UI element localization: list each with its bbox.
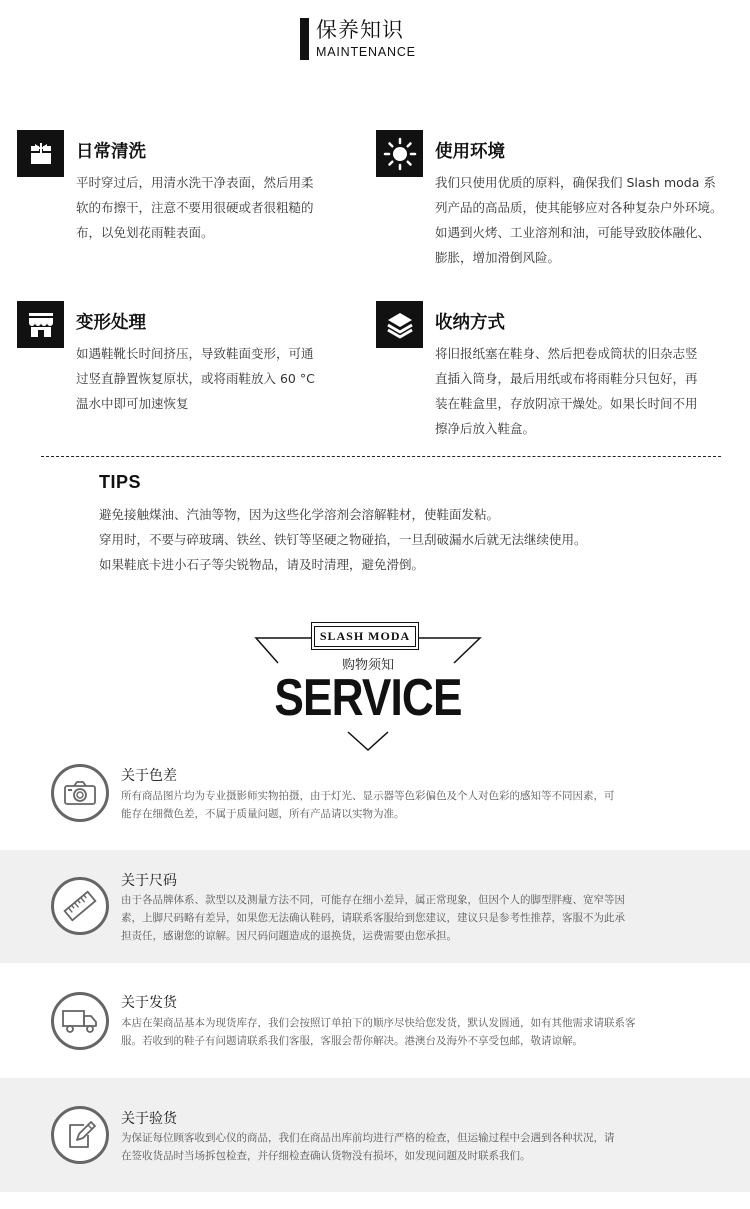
service-item-color xyxy=(0,755,750,845)
service-subtitle: 购物须知 xyxy=(341,658,394,673)
care-line: 擦净后放入鞋盒。 xyxy=(435,421,536,436)
tips-list xyxy=(99,502,587,577)
service-title: SERVICE xyxy=(274,669,462,727)
service-line: 在签收货品时当场拆包检查，并仔细检查确认货物没有损坏，如发现问题及时联系我们。 xyxy=(121,1150,531,1162)
service-line: 担责任，感谢您的谅解。因尺码问题造成的退换货，运费需要由您承担。 xyxy=(121,930,457,942)
section-header xyxy=(300,18,416,60)
care-line: 如遇鞋靴长时间挤压，导致鞋面变形，可通 xyxy=(76,346,314,361)
tip-line: 穿用时，不要与碎玻璃、铁丝、铁钉等坚硬之物碰掐，一旦刮破漏水后就无法继续使用。 xyxy=(99,532,587,547)
service-line: 由于各品牌体系、款型以及测量方法不同，可能存在细小差异，属正常现象，但因个人的脚型胖瘦、宽窄等因 xyxy=(121,894,625,906)
care-title: 日常清洗 xyxy=(76,142,146,162)
tip-line: 如果鞋底卡进小石子等尖锐物品，请及时清理，避免滑倒。 xyxy=(99,557,425,572)
care-description xyxy=(76,341,315,416)
care-line: 软的布擦干，注意不要用很硬或者很粗糙的 xyxy=(76,200,314,215)
service-item-title: 关于验货 xyxy=(121,1111,177,1127)
care-title: 变形处理 xyxy=(76,313,146,333)
service-item-description xyxy=(121,787,706,823)
service-emblem xyxy=(254,620,482,752)
service-item-description xyxy=(121,891,706,945)
care-line: 将旧报纸塞在鞋身、然后把卷成筒状的旧杂志竖 xyxy=(435,346,698,361)
store-icon xyxy=(17,301,64,348)
service-item-title: 关于色差 xyxy=(121,768,177,784)
brand-logo-box xyxy=(311,622,419,650)
service-item-title: 关于尺码 xyxy=(121,873,177,889)
edit-icon xyxy=(51,1106,109,1164)
service-line: 服。若收到的鞋子有问题请联系我们客服，客服会帮你解决。港澳台及海外不享受包邮，敬请谅解。 xyxy=(121,1035,583,1047)
brand-name: SLASH MODA xyxy=(314,626,416,647)
service-item-description xyxy=(121,1014,706,1050)
header-text xyxy=(316,18,416,60)
tip-line: 避免接触煤油、汽油等物，因为这些化学溶剂会溶解鞋材，使鞋面发粘。 xyxy=(99,507,500,522)
care-line: 如遇到火烤、工业溶剂和油，可能导致胶体融化、 xyxy=(435,225,711,240)
layers-icon xyxy=(376,301,423,348)
header-accent-bar xyxy=(300,18,309,60)
care-line: 平时穿过后，用清水洗干净表面，然后用柔 xyxy=(76,175,314,190)
care-title: 使用环境 xyxy=(435,142,505,162)
service-line: 能存在细微色差，不属于质量问题，所有产品请以实物为准。 xyxy=(121,808,405,820)
care-line: 装在鞋盒里，存放阴凉干燥处。如果长时间不用 xyxy=(435,396,698,411)
header-subtitle: MAINTENANCE xyxy=(316,45,416,59)
care-description xyxy=(435,170,723,270)
care-line: 布，以免划花雨鞋表面。 xyxy=(76,225,214,240)
service-line: 为保证每位顾客收到心仪的商品，我们在商品出库前均进行严格的检查，但运输过程中会遇到各种状况，请 xyxy=(121,1132,615,1144)
tips-title: TIPS xyxy=(99,472,142,492)
service-line: 所有商品图片均为专业摄影师实物拍摄，由于灯光、显示器等色彩偏色及个人对色彩的感知等不同因素，可 xyxy=(121,790,615,802)
header-title: 保养知识 xyxy=(316,18,404,42)
service-item-shipping xyxy=(0,963,750,1078)
service-line: 素，上脚尺码略有差异，如果您无法确认鞋码，请联系客服给到您建议，建议只是参考性推荐，客服不为此承 xyxy=(121,912,625,924)
care-description xyxy=(435,341,698,441)
care-title: 收纳方式 xyxy=(435,313,505,333)
care-line: 温水中即可加速恢复 xyxy=(76,396,189,411)
care-line: 我们只使用优质的原料，确保我们 Slash moda 系 xyxy=(435,175,716,190)
care-description xyxy=(76,170,314,245)
service-item-inspection xyxy=(0,1078,750,1192)
sun-icon xyxy=(376,130,423,177)
care-line: 过竖直静置恢复原状，或将雨鞋放入 60 °C xyxy=(76,371,315,386)
care-line: 列产品的高品质，使其能够应对各种复杂户外环境。 xyxy=(435,200,723,215)
service-item-title: 关于发货 xyxy=(121,995,177,1011)
truck-icon xyxy=(51,992,109,1050)
care-line: 膨胀，增加滑倒风险。 xyxy=(435,250,561,265)
camera-icon xyxy=(51,764,109,822)
ruler-icon xyxy=(51,877,109,935)
service-item-description xyxy=(121,1129,706,1165)
service-line: 本店在架商品基本为现货库存，我们会按照订单拍下的顺序尽快给您发货，默认发圆通，如有其他需求请联系客 xyxy=(121,1017,636,1029)
box-icon xyxy=(17,130,64,177)
care-line: 直插入筒身，最后用纸或布将雨鞋分只包好，再 xyxy=(435,371,698,386)
dashed-divider xyxy=(41,456,721,457)
service-item-size xyxy=(0,850,750,963)
